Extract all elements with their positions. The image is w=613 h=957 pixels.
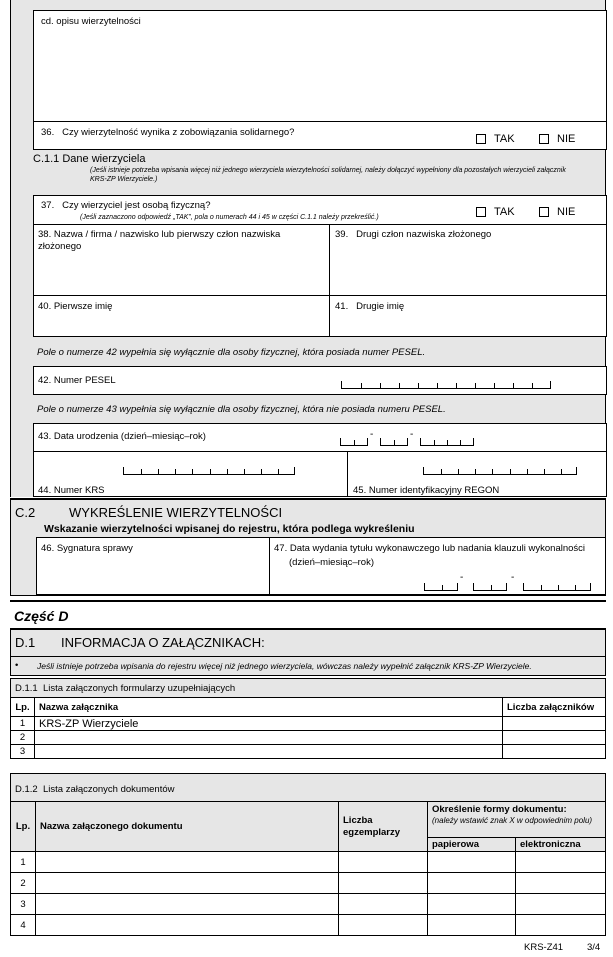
issue-year-boxes[interactable] [523,583,591,591]
regon-digit-boxes[interactable] [423,467,577,475]
birth-day-boxes[interactable] [340,438,368,446]
d12-row-electronic-cell[interactable] [516,915,606,936]
table-row [11,894,606,915]
field-47-label: 47. Data wydania tytułu wykonawczego lub nadania klauzuli wykonalności [274,543,586,554]
d12-header-electronic: elektroniczna [516,838,606,852]
form-code: KRS-Z41 [524,942,564,953]
continuation-label: cd. opisu wierzytelności [41,16,141,27]
d12-title: D.1.2 Lista załączonych dokumentów [15,784,175,795]
d11-attachments-table [10,697,606,759]
part-d-title: Część D [14,608,69,624]
field-39[interactable] [329,224,607,296]
claim-description-continuation-field[interactable] [33,10,607,122]
d12-row-lp: 4 [11,915,36,936]
d11-row-lp: 1 [11,717,35,731]
q37-row [33,195,607,225]
pesel-digit-boxes[interactable] [341,381,551,389]
d12-row-name-cell[interactable] [36,894,339,915]
q37-nie-label: NIE [557,206,576,218]
q37-tak-label: TAK [494,206,515,218]
d12-header-count-line1: Liczba [343,814,373,826]
field-45-label: 45. Numer identyfikacyjny REGON [353,485,500,496]
d11-header-name: Nazwa załącznika [35,698,503,717]
field-45-regon[interactable] [347,451,607,497]
q37-label: 37. Czy wierzyciel jest osobą fizyczną? [41,200,211,211]
date-separator: - [370,429,374,440]
birth-month-boxes[interactable] [380,438,408,446]
q36-nie-option[interactable] [539,133,575,145]
bullet: • [15,660,19,671]
part-d-divider [10,600,606,602]
c2-title: WYKREŚLENIE WIERZYTELNOŚCI [69,505,283,520]
q37-note: (Jeśli zaznaczono odpowiedź „TAK”, pola o numerach 44 i 45 w części C.1.1 należy przekreślić.) [80,214,379,221]
d12-row-count-cell[interactable] [339,894,428,915]
d11-row-lp: 3 [11,745,35,759]
d12-row-count-cell[interactable] [339,915,428,936]
field-43-birthdate[interactable] [33,423,607,452]
field-46[interactable] [36,537,270,595]
q36-nie-label: NIE [557,133,576,145]
d12-row-electronic-cell[interactable] [516,894,606,915]
birth-year-boxes[interactable] [420,438,474,446]
d12-header-form [428,802,606,838]
note-43: Pole o numerze 43 wypełnia się wyłącznie dla osoby fizycznej, która nie posiada numeru PESEL. [37,404,446,415]
d12-row-name-cell[interactable] [36,915,339,936]
table-row [11,873,606,894]
field-42-pesel[interactable] [33,366,607,395]
field-43-label: 43. Data urodzenia (dzień–miesiąc–rok) [38,431,206,442]
field-41-label: 41. Drugie imię [335,301,405,312]
field-40[interactable] [33,295,330,337]
d11-row-name[interactable]: KRS-ZP Wierzyciele [35,717,503,731]
field-41[interactable] [329,295,607,337]
field-40-label: 40. Pierwsze imię [38,301,113,312]
q37-tak-checkbox[interactable] [476,207,486,217]
issue-month-boxes[interactable] [473,583,507,591]
c2-subtitle: Wskazanie wierzytelności wpisanej do rejestru, która podlega wykreśleniu [44,523,415,535]
table-row [11,915,606,936]
d11-row-count[interactable] [503,717,606,731]
note-42: Pole o numerze 42 wypełnia się wyłącznie dla osoby fizycznej, która posiada numer PESEL. [37,347,426,358]
field-47-sublabel: (dzień–miesiąc–rok) [289,557,375,568]
d12-row-count-cell[interactable] [339,852,428,873]
d12-row-lp: 3 [11,894,36,915]
page-number: 3/4 [587,942,601,953]
q37-nie-checkbox[interactable] [539,207,549,217]
field-46-label: 46. Sygnatura sprawy [41,543,133,554]
d12-row-paper-cell[interactable] [428,894,516,915]
table-row [11,745,606,759]
d1-note: Jeśli istnieje potrzeba wpisania do rejestru więcej niż jednego wierzyciela, wówczas należy wypełnić załącznik KRS-ZP Wierzyciele. [37,661,532,671]
table-row [11,852,606,873]
d12-header-name: Nazwa załączonego dokumentu [36,802,339,852]
d12-row-name-cell[interactable] [36,873,339,894]
date-separator: - [511,572,515,583]
field-42-label: 42. Numer PESEL [38,375,116,386]
d12-row-electronic-cell[interactable] [516,873,606,894]
date-separator: - [410,429,414,440]
q36-tak-option[interactable] [476,133,515,145]
c11-title: C.1.1 Dane wierzyciela [33,153,146,165]
d11-header-lp: Lp. [11,698,35,717]
d12-header-count-line2: egzemplarzy [343,826,401,838]
d11-row-name[interactable] [35,731,503,745]
q37-nie-option[interactable] [539,206,575,218]
field-47[interactable] [269,537,606,595]
table-row [11,717,606,731]
krs-digit-boxes[interactable] [123,467,295,475]
field-38-label: 38. Nazwa / firma / nazwisko lub pierwszy człon nazwiska złożonego [38,229,281,252]
q36-label: 36. Czy wierzytelność wynika z zobowiązania solidarnego? [41,127,295,138]
d11-header-count: Liczba załączników [503,698,606,717]
q37-tak-option[interactable] [476,206,515,218]
q36-tak-checkbox[interactable] [476,134,486,144]
d1-code: D.1 [15,635,36,650]
d11-row-count[interactable] [503,731,606,745]
d12-row-name-cell[interactable] [36,852,339,873]
issue-day-boxes[interactable] [424,583,458,591]
q36-row [33,121,607,150]
d12-documents-table [10,801,606,936]
field-39-label: 39. Drugi człon nazwiska złożonego [335,229,492,240]
d12-row-paper-cell[interactable] [428,873,516,894]
d1-header [10,628,606,657]
c2-code: C.2 [15,505,36,520]
d11-title-row [10,678,606,698]
d11-row-count[interactable] [503,745,606,759]
field-44-label: 44. Numer KRS [38,485,105,496]
d11-row-lp: 2 [11,731,35,745]
d11-row-name[interactable] [35,745,503,759]
d12-header-paper: papierowa [428,838,516,852]
c11-note: (Jeśli istnieje potrzeba wpisania więcej niż jednego wierzyciela wierzytelności solidarnej, należy dołączyć wypełniony dla pozostałych wierzycieli załącznik KRS-ZP Wierzyciele.) [90,167,566,183]
q36-tak-label: TAK [494,133,515,145]
date-separator: - [460,572,464,583]
d12-header-lp: Lp. [11,802,36,852]
d12-title-row [10,773,606,802]
d12-header-form-label: Określenie formy dokumentu: [432,804,567,815]
q36-nie-checkbox[interactable] [539,134,549,144]
d12-header-form-note: (należy wstawić znak X w odpowiednim polu) [432,816,593,825]
d12-header-count [339,802,428,852]
field-44-krs[interactable] [33,451,348,497]
d12-row-electronic-cell[interactable] [516,852,606,873]
d12-row-count-cell[interactable] [339,873,428,894]
d12-row-paper-cell[interactable] [428,852,516,873]
d12-row-paper-cell[interactable] [428,915,516,936]
d11-title: D.1.1 Lista załączonych formularzy uzupełniających [15,683,236,694]
field-38[interactable] [33,224,330,296]
d12-row-lp: 2 [11,873,36,894]
d12-row-lp: 1 [11,852,36,873]
table-row [11,731,606,745]
d1-title: INFORMACJA O ZAŁĄCZNIKACH: [61,635,265,650]
d1-note-row [10,656,606,676]
